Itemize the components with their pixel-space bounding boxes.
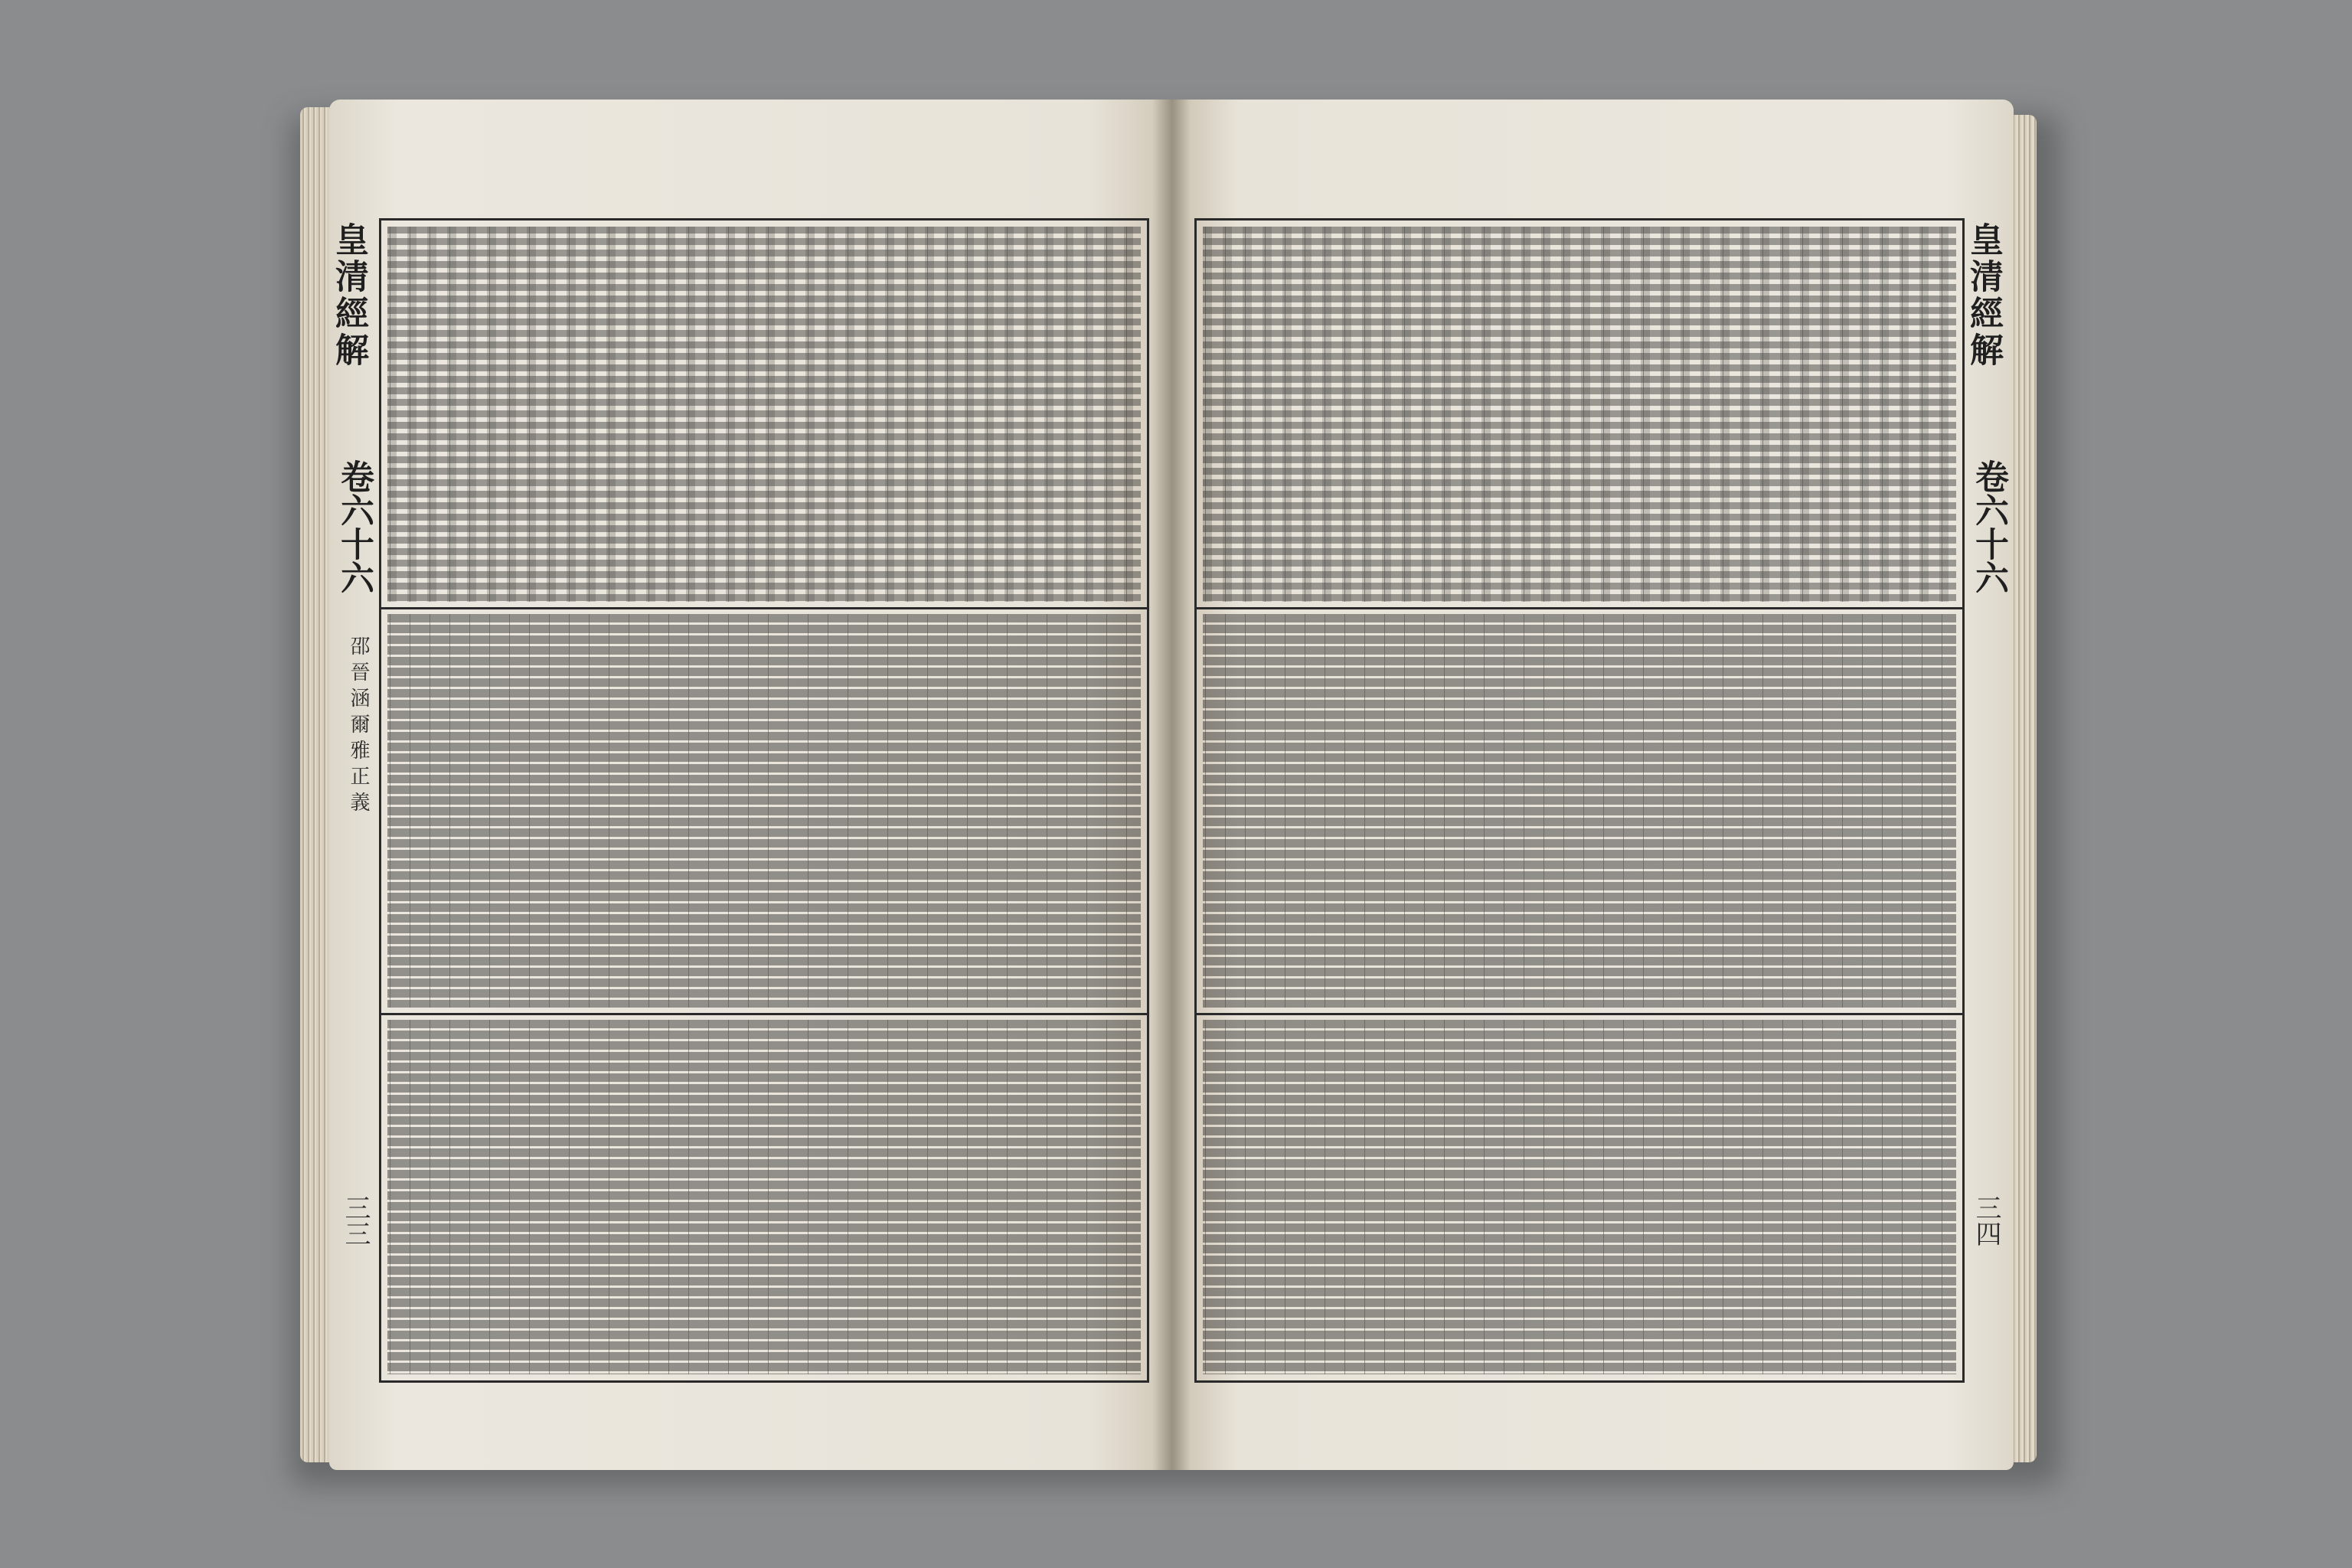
text-block-upper bbox=[387, 227, 1141, 602]
right-text-frame bbox=[1194, 218, 1965, 1383]
series-title-right: 皇清經解 bbox=[1964, 222, 2003, 369]
register-divider bbox=[1197, 1013, 1962, 1015]
register-divider bbox=[381, 1013, 1147, 1015]
register-divider bbox=[1197, 607, 1962, 609]
volume-label-right: 卷六十六 bbox=[1969, 459, 2008, 594]
register-divider bbox=[381, 607, 1147, 609]
work-subtitle: 邵晉涵爾雅正義 bbox=[347, 635, 370, 818]
text-block-middle bbox=[387, 614, 1141, 1008]
text-block-upper bbox=[1203, 227, 1956, 602]
volume-label-left: 卷六十六 bbox=[335, 459, 374, 594]
book-gutter bbox=[1152, 100, 1191, 1470]
series-title-left: 皇清經解 bbox=[329, 222, 368, 369]
left-text-frame bbox=[379, 218, 1149, 1383]
text-block-lower bbox=[387, 1020, 1141, 1374]
folio-number-left: 三三 bbox=[340, 1194, 371, 1246]
folio-number-right: 三四 bbox=[1971, 1194, 2001, 1246]
text-block-middle bbox=[1203, 614, 1956, 1008]
text-block-lower bbox=[1203, 1020, 1956, 1374]
